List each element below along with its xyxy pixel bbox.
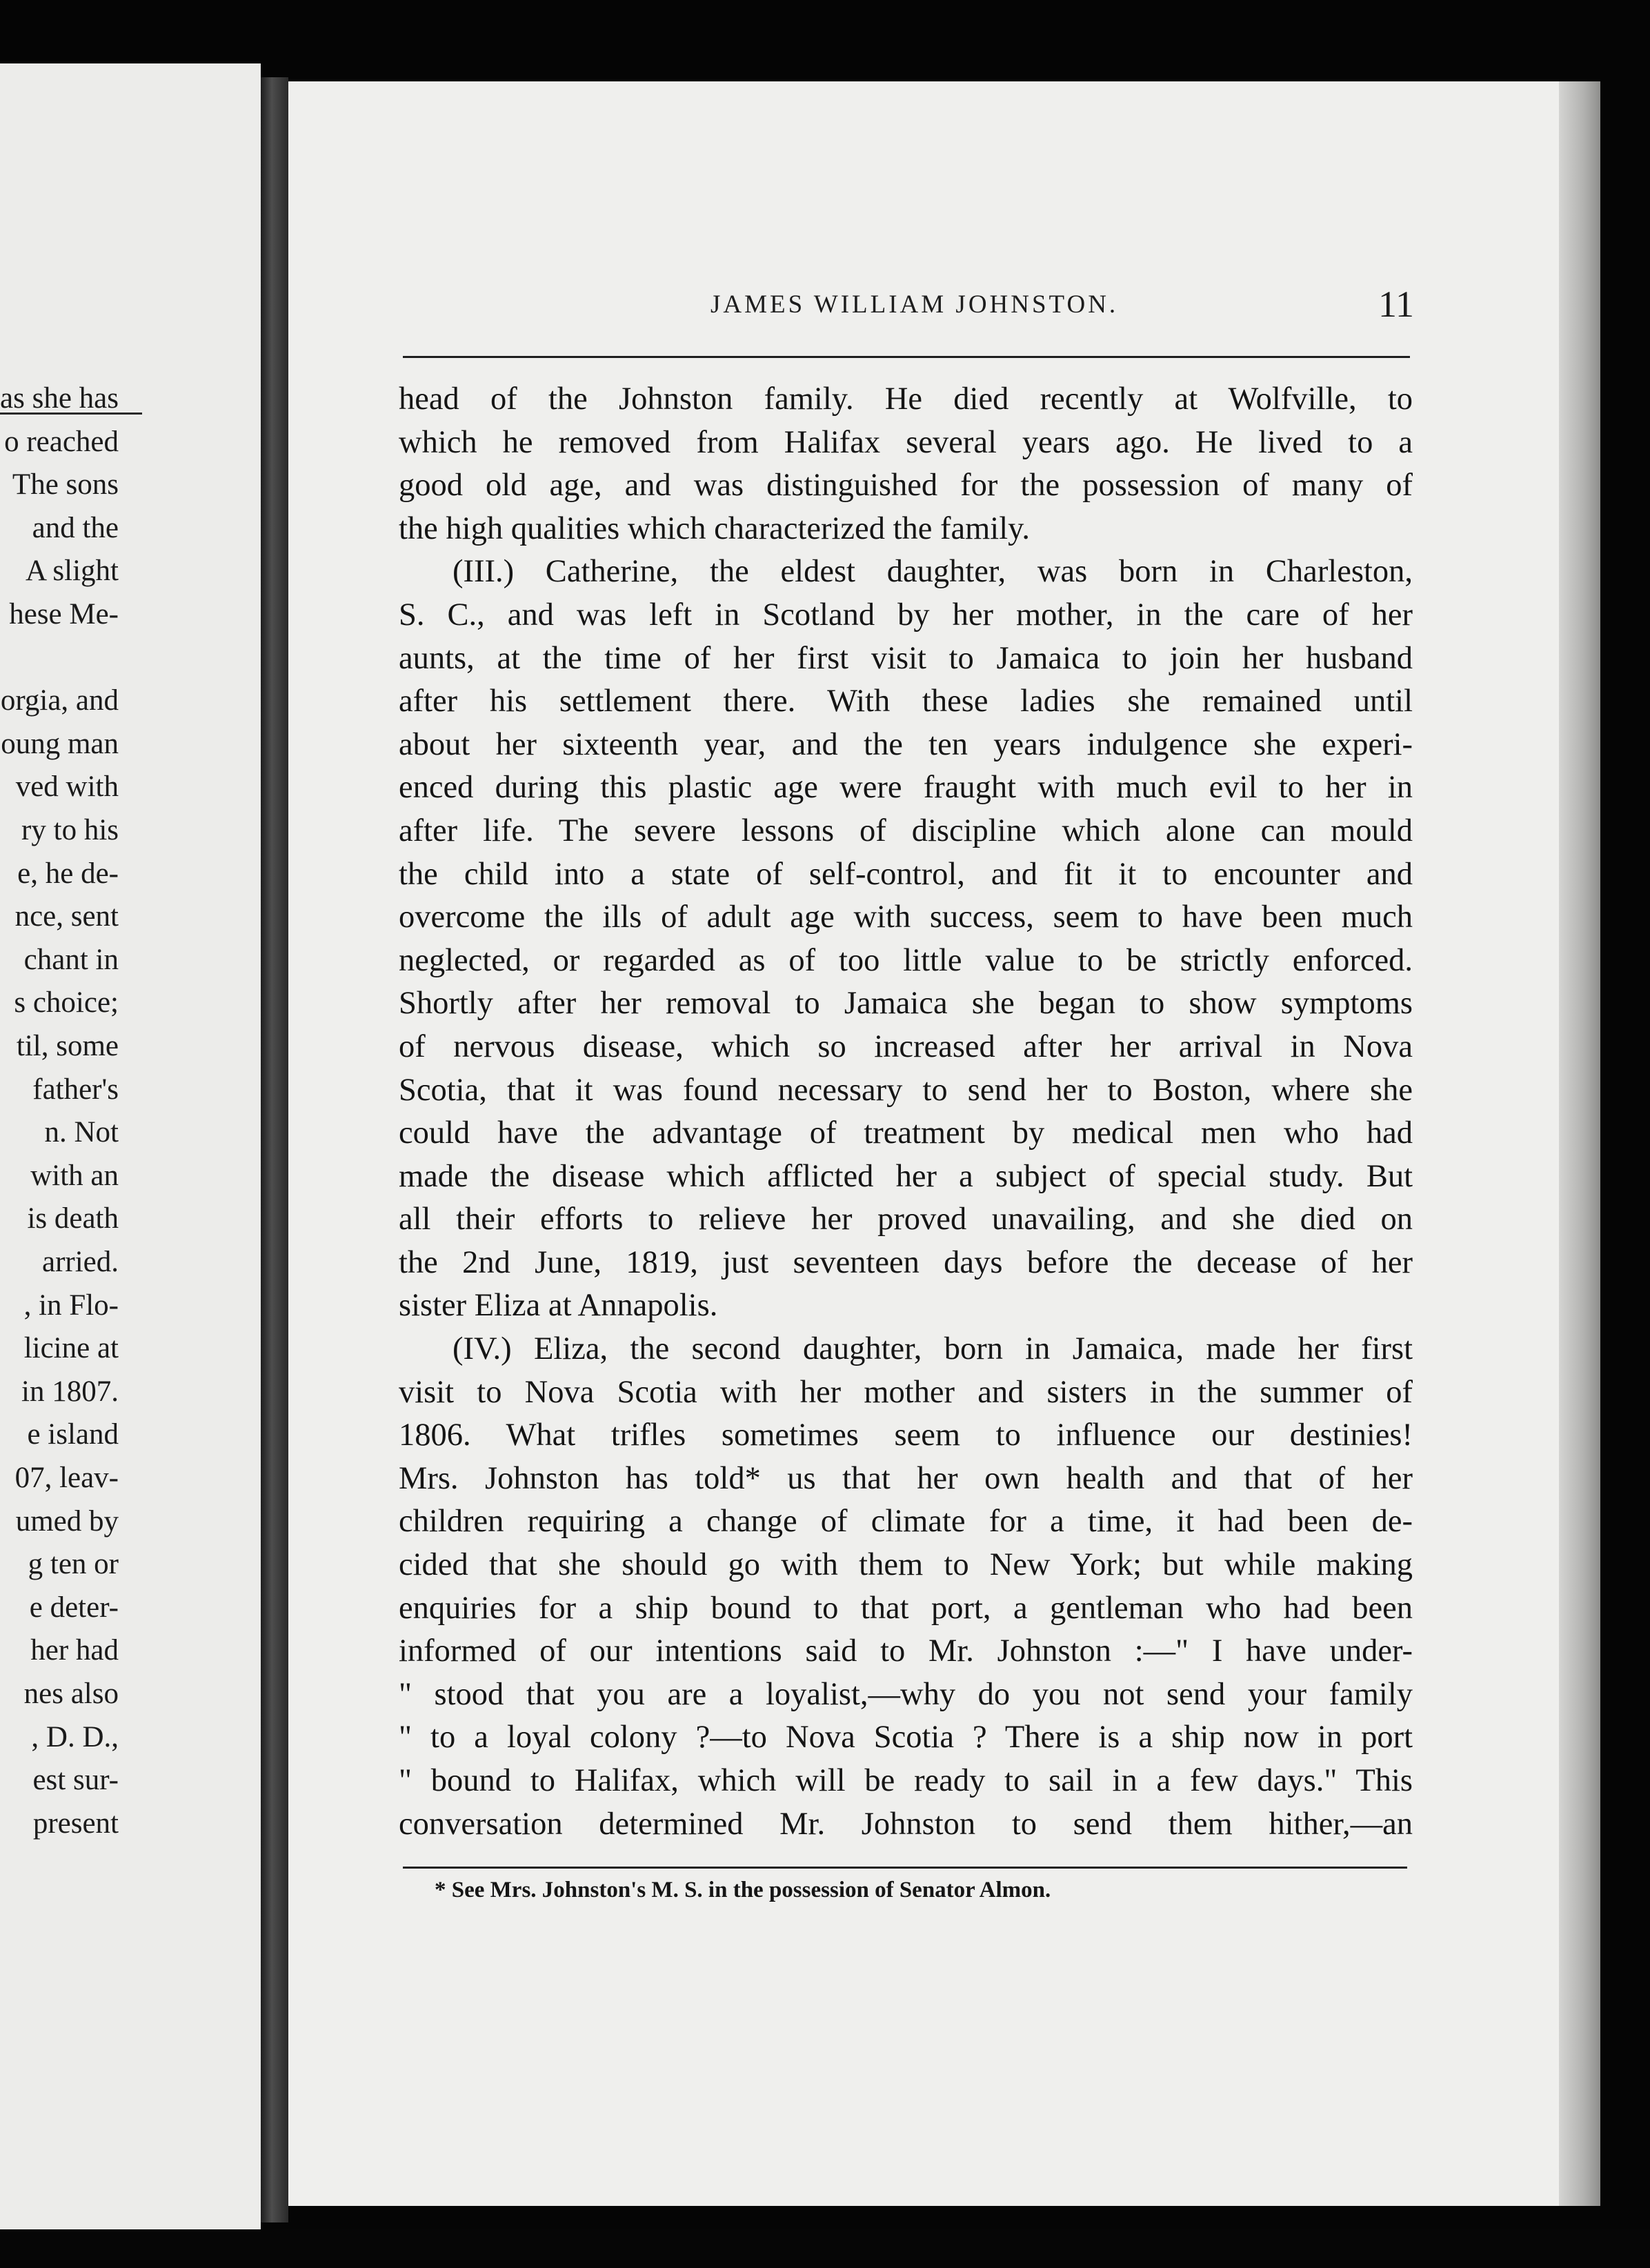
facing-page-line: orgia, and [0,684,119,717]
facing-page-line: nes also [23,1678,119,1710]
text-line: aunts, at the time of her first visit to Jamaica to join her husband [399,640,1413,676]
text-line: after life. The severe lessons of discipline which alone can mould [399,813,1413,848]
facing-page-line: ry to his [21,814,119,846]
text-line: (III.) Catherine, the eldest daughter, was born in Charleston, [453,554,1413,590]
scan-bottom-edge [0,2229,1650,2268]
text-line: neglected, or regarded as of too little value to be strictly enforced. [399,942,1413,978]
facing-page-line: umed by [15,1504,119,1538]
footnote-rule [403,1867,1407,1869]
facing-page-line: The sons [12,468,119,501]
text-line: the 2nd June, 1819, just seventeen days before the decease of her [399,1244,1413,1280]
page-edge-shadow [1559,81,1600,2206]
text-line: after his settlement there. With these ladies she remained until [399,684,1413,719]
text-line: all their efforts to relieve her proved unavailing, and she died on [399,1202,1413,1237]
text-line: could have the advantage of treatment by medical men who had [399,1115,1413,1151]
text-line: " to a loyal colony ?—to Nova Scotia ? There is a ship now in port [399,1720,1413,1755]
facing-page-line: in 1807. [21,1375,119,1408]
text-line: (IV.) Eliza, the second daughter, born in Jamaica, made her first [453,1331,1413,1367]
text-line: enquiries for a ship bound to that port, a gentleman who had been [399,1590,1413,1626]
facing-page-line: e, he de- [17,857,119,890]
running-title: JAMES WILLIAM JOHNSTON. [710,290,1119,319]
text-line: which he removed from Halifax several years ago. He lived to a [399,424,1413,460]
text-line: " bound to Halifax, which will be ready to sail in a few days." This [399,1763,1413,1798]
facing-page-line: licine at [23,1332,119,1365]
facing-page-line: n. Not [44,1116,119,1149]
text-line: about her sixteenth year, and the ten years indulgence she experi- [399,726,1413,762]
text-line: 1806. What trifles sometimes seem to influence our destinies! [399,1418,1413,1453]
facing-page-line: her had [30,1634,119,1667]
facing-page-line: s choice; [14,986,119,1019]
facing-page-line: and the [32,511,119,544]
facing-page-line: , in Flo- [23,1289,119,1322]
facing-page-line: g ten or [28,1548,119,1581]
facing-page-line: present [32,1807,119,1840]
header-rule [403,356,1410,358]
text-line: the child into a state of self-control, and fit it to encounter and [399,856,1413,892]
footnote: * See Mrs. Johnston's M. S. in the possession of Senator Almon. [435,1878,1051,1902]
facing-page-line: ved with [15,770,119,804]
facing-page-line: arried. [41,1246,119,1278]
book-gutter [261,77,288,2222]
text-line: cided that she should go with them to New York; but while making [399,1547,1413,1583]
text-line: conversation determined Mr. Johnston to send them hither,—an [399,1806,1413,1842]
text-line: visit to Nova Scotia with her mother and sisters in the summer of [399,1374,1413,1410]
text-line: S. C., and was left in Scotland by her mother, in the care of her [399,597,1413,633]
text-line: overcome the ills of adult age with success, seem to have been much [399,899,1413,935]
text-line: good old age, and was distinguished for the possession of many of [399,468,1413,504]
facing-page-line: e island [27,1418,119,1451]
facing-page-line: with an [30,1159,119,1192]
facing-page-line: as she has [0,382,119,415]
text-line: Mrs. Johnston has told* us that her own health and that of her [399,1460,1413,1496]
facing-page-line: hese Me- [9,598,119,630]
text-line: head of the Johnston family. He died recently at Wolfville, to [399,381,1413,417]
facing-page-line: til, some [16,1030,119,1062]
facing-page-line: A slight [25,555,119,588]
facing-page-line: o reached [4,425,119,458]
text-line: enced during this plastic age were fraught with much evil to her in [399,770,1413,806]
text-line: informed of our intentions said to Mr. Johnston :—" I have under- [399,1633,1413,1669]
text-line: the high qualities which characterized the family. [399,510,1030,546]
text-line: Shortly after her removal to Jamaica she began to show symptoms [399,986,1413,1022]
facing-page-line: father's [32,1073,119,1106]
text-line: children requiring a change of climate for a time, it had been de- [399,1504,1413,1540]
facing-page-line: chant in [23,943,119,976]
facing-page-line: est sur- [32,1764,119,1797]
facing-page-line: oung man [1,727,119,760]
facing-page-line: 07, leav- [14,1462,119,1494]
text-line: made the disease which afflicted her a subject of special study. But [399,1158,1413,1194]
text-line: sister Eliza at Annapolis. [399,1288,718,1324]
text-line: Scotia, that it was found necessary to send her to Boston, where she [399,1072,1413,1108]
facing-page-line: is death [27,1202,119,1235]
facing-page-line: e deter- [29,1591,119,1624]
facing-page-line: nce, sent [14,900,119,933]
body-text [399,378,1413,1846]
page-number: 11 [1378,284,1414,325]
text-line: " stood that you are a loyalist,—why do you not send your family [399,1676,1413,1712]
text-line: of nervous disease, which so increased after her arrival in Nova [399,1028,1413,1064]
facing-page-line: , D. D., [31,1720,119,1753]
